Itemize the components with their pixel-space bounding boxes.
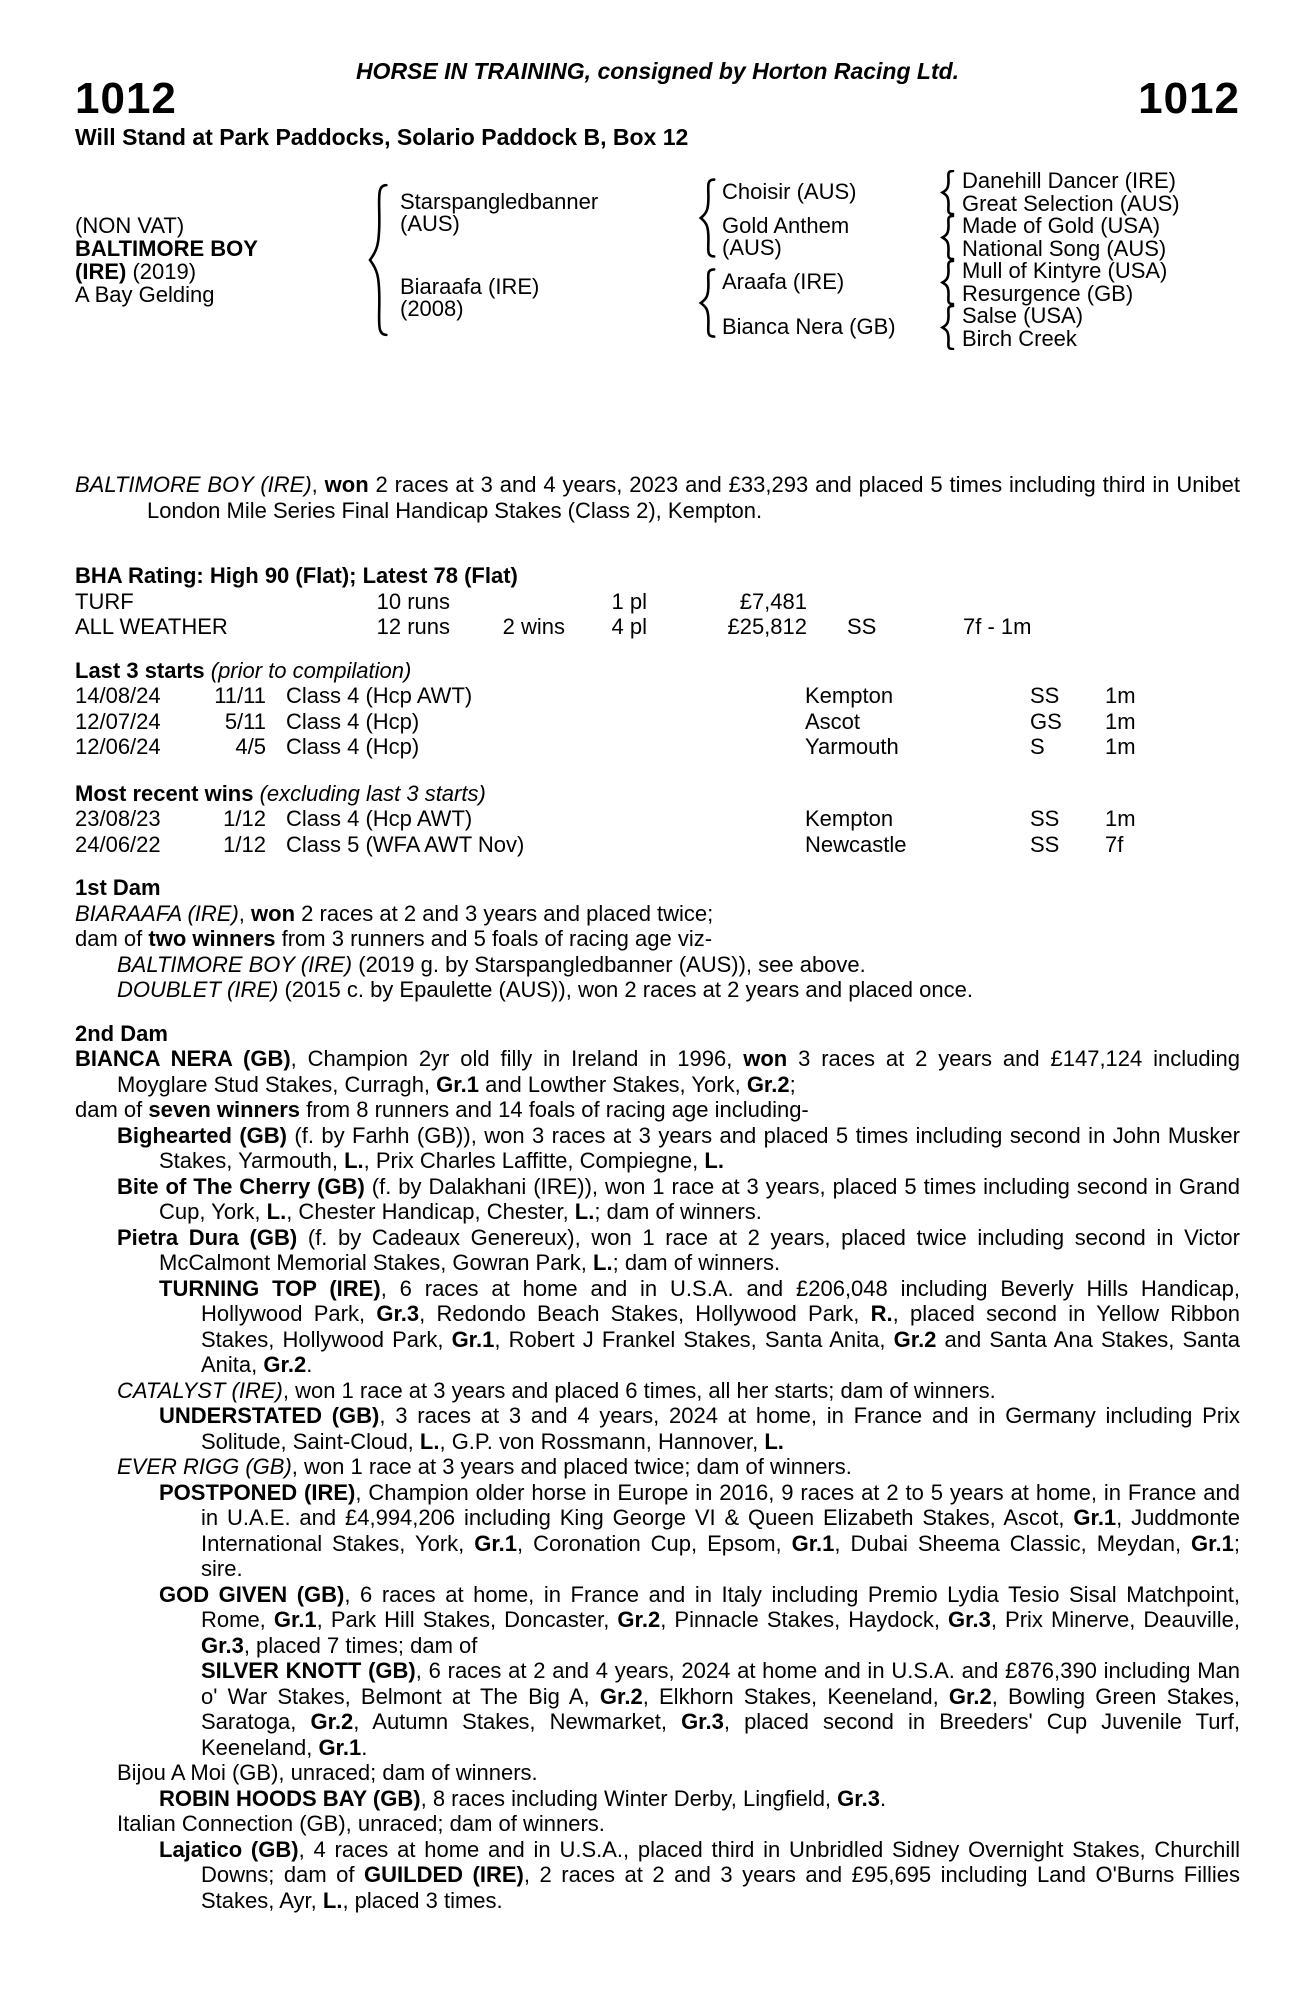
win-class: Class 4 (Hcp AWT) xyxy=(286,806,473,831)
start-date: 14/08/24 xyxy=(75,683,161,708)
pedigree-ggparent: National Song (AUS) xyxy=(962,235,1167,261)
consignment-header: HORSE IN TRAINING, consigned by Horton Racing Ltd. xyxy=(355,58,960,84)
sire-suffix: (AUS) xyxy=(400,211,460,236)
start-row xyxy=(75,709,1240,735)
win-class: Class 5 (WFA AWT Nov) xyxy=(286,831,525,857)
record-row-all-weather xyxy=(75,614,1240,640)
start-row xyxy=(75,683,1240,709)
runs-value: 10 runs xyxy=(376,588,450,614)
first-dam-section xyxy=(75,901,1240,1003)
dam2-ever-rigg: EVER RIGG (GB), won 1 race at 3 years and placed twice; dam of winners. xyxy=(117,1454,852,1479)
start-position: 4/5 xyxy=(235,734,266,759)
win-date: 23/08/23 xyxy=(75,806,161,831)
start-position: 11/11 xyxy=(214,683,266,708)
pedigree-grandsire-2: Araafa (IRE) xyxy=(722,269,845,294)
pedigree-brace xyxy=(363,182,391,338)
start-position: 5/11 xyxy=(224,708,266,734)
pedigree-ggparent: Danehill Dancer (IRE) xyxy=(962,168,1176,193)
dam2-god-given: GOD GIVEN (GB), 6 races at home, in France and in Italy including Premio Lydia Tesio Sisal Matchpoint, Rome, Gr.1, Park Hill Stakes, Doncaster, Gr.2, Pinnacle Stakes, Haydock, Gr.3, Prix Minerve, Deauville, Gr.3, placed 7 times; dam of xyxy=(159,1581,1240,1658)
pedigree-sire xyxy=(400,191,610,235)
distance-value: 7f - 1m xyxy=(963,614,1032,639)
page-content xyxy=(75,0,1240,1913)
pedigree-ggparent: Made of Gold (USA) xyxy=(962,213,1161,238)
win-date: 24/06/22 xyxy=(75,831,161,857)
race-summary-paragraph: BALTIMORE BOY (IRE), won 2 races at 3 and 4 years, 2023 and £33,293 and placed 5 times including third in Unibet London Mile Series Final Handicap Stakes (Class 2), Kempton. xyxy=(75,472,1240,523)
pedigree-dam xyxy=(400,276,610,320)
win-distance: 1m xyxy=(1105,806,1136,831)
start-row xyxy=(75,734,1240,760)
placed-value: 4 pl xyxy=(611,614,647,639)
pedigree-ggparent: Salse (USA) xyxy=(962,303,1084,328)
dam1-foal-doublet: DOUBLET (IRE) (2015 c. by Epaulette (AUS)), won 2 races at 2 years and placed once. xyxy=(117,977,973,1002)
dam2-italian-connection: Italian Connection (GB), unraced; dam of winners. xyxy=(117,1811,605,1836)
pedigree-brace xyxy=(938,260,956,305)
second-dam-section xyxy=(75,1046,1240,1913)
surface-label: ALL WEATHER xyxy=(75,614,228,639)
first-dam-heading: 1st Dam xyxy=(75,875,161,900)
wins-value xyxy=(450,589,565,615)
dam-name: Biaraafa (IRE) xyxy=(400,274,540,299)
pedigree-brace xyxy=(938,170,956,215)
dam1-foal-baltimore-boy: BALTIMORE BOY (IRE) (2019 g. by Starspangledbanner (AUS)), see above. xyxy=(117,951,866,977)
start-going: GS xyxy=(1030,708,1062,734)
dam2-bighearted: Bighearted (GB) (f. by Farhh (GB)), won 3 races at 3 years and placed 5 times including second in John Musker Stakes, Yarmouth, L., Prix Charles Laffitte, Compiegne, L. xyxy=(117,1122,1240,1173)
start-distance: 1m xyxy=(1105,708,1136,734)
horse-name: BALTIMORE BOY xyxy=(75,236,258,261)
dam2-produce-line: dam of seven winners from 8 runners and 14 foals of racing age including- xyxy=(75,1097,809,1122)
start-course: Kempton xyxy=(805,683,894,708)
pedigree-ggparent: Mull of Kintyre (USA) xyxy=(962,258,1168,283)
second-dam-heading: 2nd Dam xyxy=(75,1020,168,1046)
earnings-value: £7,481 xyxy=(739,588,807,614)
pedigree-ggparent: Birch Creek xyxy=(962,325,1077,351)
earnings-value: £25,812 xyxy=(727,614,807,639)
win-course: Newcastle xyxy=(805,831,907,857)
going-value xyxy=(807,589,963,615)
horse-description: A Bay Gelding xyxy=(75,282,215,307)
dam2-robin-hoods-bay: ROBIN HOODS BAY (GB), 8 races including Winter Derby, Lingfield, Gr.3. xyxy=(159,1785,887,1811)
dam2-silver-knott: SILVER KNOTT (GB), 6 races at 2 and 4 years, 2024 at home and in U.S.A. and £876,390 including Man o' War Stakes, Belmont at The Big A, Gr.2, Elkhorn Stakes, Keeneland, Gr.2, Bowling Green Stakes, Saratoga, Gr.2, Autumn Stakes, Newmarket, Gr.3, placed second in Breeders' Cup Juvenile Turf, Keeneland, Gr.1. xyxy=(201,1658,1241,1760)
pedigree-ggparent: Great Selection (AUS) xyxy=(962,190,1180,216)
win-going: SS xyxy=(1030,806,1060,831)
dam2-lajatico: Lajatico (GB), 4 races at home and in U.S.A., placed third in Unbridled Sidney Overnight Stakes, Churchill Downs; dam of GUILDED (IRE), 2 races at 2 and 3 years and £95,695 including Land O'Burns Fillies Stakes, Ayr, L., placed 3 times. xyxy=(159,1836,1240,1913)
pedigree-brace xyxy=(938,305,956,350)
win-position: 1/12 xyxy=(223,831,266,857)
vat-status: (NON VAT) xyxy=(75,213,185,238)
pedigree-horse-block xyxy=(75,214,315,306)
surface-label: TURF xyxy=(75,588,134,614)
win-going: SS xyxy=(1030,831,1060,857)
win-position: 1/12 xyxy=(223,806,266,831)
sire-name: Starspangledbanner xyxy=(400,189,599,214)
pedigree-brace xyxy=(695,268,718,338)
bha-rating-line: BHA Rating: High 90 (Flat); Latest 78 (Flat) xyxy=(75,563,518,588)
horse-suffix-year: (IRE) (2019) xyxy=(75,259,197,284)
pedigree-ggparent: Resurgence (GB) xyxy=(962,280,1134,306)
lot-number-left: 1012 xyxy=(75,74,177,123)
distance-value xyxy=(963,589,1240,615)
record-row-turf xyxy=(75,589,1240,615)
dam1-intro: BIARAAFA (IRE), won 2 races at 2 and 3 years and placed twice; xyxy=(75,900,714,926)
wins-value: 2 wins xyxy=(502,614,565,639)
pedigree-granddam-1: Gold Anthem (AUS) xyxy=(722,213,850,260)
dam2-catalyst: CATALYST (IRE), won 1 race at 3 years and placed 6 times, all her starts; dam of winners. xyxy=(117,1377,996,1403)
win-row xyxy=(75,832,1240,858)
dam2-intro: BIANCA NERA (GB), Champion 2yr old filly in Ireland in 1996, won 3 races at 2 years and £147,124 including Moyglare Stud Stakes, Curragh, Gr.1 and Lowther Stakes, York, Gr.2; xyxy=(75,1046,1240,1097)
stand-location-line: Will Stand at Park Paddocks, Solario Paddock B, Box 12 xyxy=(75,124,689,150)
pedigree-grandsire-1: Choisir (AUS) xyxy=(722,179,857,204)
dam1-produce-line: dam of two winners from 3 runners and 5 foals of racing age viz- xyxy=(75,926,713,951)
start-date: 12/06/24 xyxy=(75,734,161,759)
runs-value: 12 runs xyxy=(376,614,450,639)
dam2-bite-of-the-cherry: Bite of The Cherry (GB) (f. by Dalakhani (IRE)), won 1 race at 3 years, placed 5 times including second in Grand Cup, York, L., Chester Handicap, Chester, L.; dam of winners. xyxy=(117,1173,1240,1224)
going-value: SS xyxy=(847,614,877,639)
start-distance: 1m xyxy=(1105,734,1136,759)
start-date: 12/07/24 xyxy=(75,708,161,734)
lot-number-right: 1012 xyxy=(1138,74,1240,123)
start-distance: 1m xyxy=(1105,683,1136,708)
last-3-starts-heading: Last 3 starts (prior to compilation) xyxy=(75,657,412,683)
pedigree-brace xyxy=(695,178,718,258)
start-course: Yarmouth xyxy=(805,734,899,759)
start-class: Class 4 (Hcp) xyxy=(286,734,420,759)
dam-year: (2008) xyxy=(400,296,464,321)
start-going: S xyxy=(1030,734,1045,759)
dam2-postponed: POSTPONED (IRE), Champion older horse in Europe in 2016, 9 races at 2 to 5 years at home, in France and in U.A.E. and £4,994,206 including King George VI & Queen Elizabeth Stakes, Ascot, Gr.1, Juddmonte International Stakes, York, Gr.1, Coronation Cup, Epsom, Gr.1, Dubai Sheema Classic, Meydan, Gr.1; sire. xyxy=(159,1479,1241,1581)
most-recent-wins-heading: Most recent wins (excluding last 3 starts) xyxy=(75,780,486,806)
win-row xyxy=(75,806,1240,832)
pedigree-tree xyxy=(75,164,1240,360)
pedigree-brace xyxy=(938,215,956,260)
start-class: Class 4 (Hcp) xyxy=(286,708,420,734)
win-course: Kempton xyxy=(805,806,894,831)
placed-value: 1 pl xyxy=(611,588,647,614)
start-class: Class 4 (Hcp AWT) xyxy=(286,683,473,708)
dam2-understated: UNDERSTATED (GB), 3 races at 3 and 4 years, 2024 at home, in France and in Germany including Prix Solitude, Saint-Cloud, L., G.P. von Rossmann, Hannover, L. xyxy=(159,1403,1240,1454)
pedigree-granddam-2: Bianca Nera (GB) xyxy=(722,314,896,339)
start-course: Ascot xyxy=(805,708,861,734)
start-going: SS xyxy=(1030,683,1060,708)
dam2-turning-top: TURNING TOP (IRE), 6 races at home and in U.S.A. and £206,048 including Beverly Hills Handicap, Hollywood Park, Gr.3, Redondo Beach Stakes, Hollywood Park, R., placed second in Yellow Ribbon Stakes, Hollywood Park, Gr.1, Robert J Frankel Stakes, Santa Anita, Gr.2 and Santa Ana Stakes, Santa Anita, Gr.2. xyxy=(159,1275,1240,1377)
dam2-pietra-dura: Pietra Dura (GB) (f. by Cadeaux Genereux), won 1 race at 2 years, placed twice including second in Victor McCalmont Memorial Stakes, Gowran Park, L.; dam of winners. xyxy=(117,1224,1240,1275)
dam2-bijou-a-moi: Bijou A Moi (GB), unraced; dam of winners. xyxy=(117,1760,538,1785)
win-distance: 7f xyxy=(1105,831,1124,857)
